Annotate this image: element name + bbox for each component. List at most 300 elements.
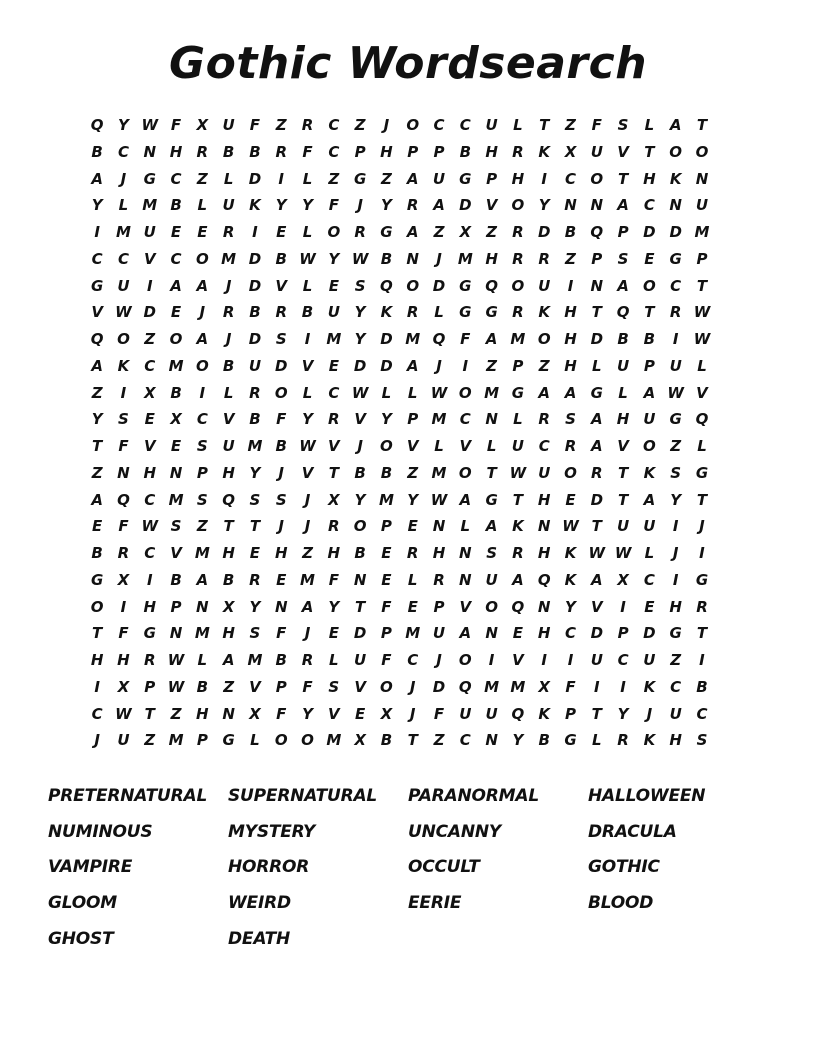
grid-letter[interactable]: H: [327, 544, 341, 562]
grid-letter[interactable]: M: [221, 249, 237, 268]
grid-letter[interactable]: G: [485, 490, 498, 509]
grid-letter[interactable]: D: [537, 223, 551, 241]
grid-letter[interactable]: V: [459, 437, 472, 455]
grid-letter[interactable]: E: [144, 410, 155, 429]
grid-letter[interactable]: C: [617, 651, 629, 669]
grid-letter[interactable]: W: [299, 437, 316, 455]
grid-letter[interactable]: G: [485, 303, 498, 322]
grid-letter[interactable]: B: [196, 677, 209, 696]
grid-letter[interactable]: U: [616, 517, 630, 536]
grid-letter[interactable]: W: [693, 330, 711, 348]
grid-letter[interactable]: H: [616, 410, 630, 429]
grid-letter[interactable]: Z: [565, 249, 576, 268]
grid-letter[interactable]: N: [222, 704, 235, 723]
grid-letter[interactable]: K: [538, 142, 550, 161]
grid-letter[interactable]: T: [644, 142, 655, 161]
grid-letter[interactable]: D: [643, 624, 656, 643]
grid-letter[interactable]: L: [302, 223, 313, 241]
grid-letter[interactable]: A: [617, 276, 629, 295]
grid-letter[interactable]: I: [488, 651, 495, 669]
grid-letter[interactable]: O: [274, 383, 288, 402]
grid-letter[interactable]: O: [301, 731, 314, 750]
grid-letter[interactable]: B: [696, 677, 708, 696]
grid-letter[interactable]: I: [146, 276, 153, 295]
grid-letter[interactable]: U: [538, 463, 551, 482]
grid-letter[interactable]: L: [223, 383, 234, 402]
grid-letter[interactable]: B: [301, 303, 314, 322]
grid-letter[interactable]: E: [328, 624, 339, 643]
grid-letter[interactable]: R: [222, 223, 235, 241]
grid-letter[interactable]: N: [485, 731, 498, 750]
grid-letter[interactable]: C: [196, 410, 208, 429]
grid-letter[interactable]: H: [196, 704, 209, 723]
grid-letter[interactable]: G: [222, 731, 235, 750]
grid-letter[interactable]: U: [590, 651, 603, 669]
grid-letter[interactable]: U: [327, 303, 340, 322]
grid-letter[interactable]: J: [94, 731, 100, 750]
grid-letter[interactable]: A: [459, 490, 472, 509]
grid-letter[interactable]: D: [248, 330, 262, 348]
grid-letter[interactable]: F: [565, 677, 576, 696]
grid-letter[interactable]: I: [462, 356, 469, 375]
grid-letter[interactable]: B: [91, 544, 103, 562]
grid-letter[interactable]: C: [407, 651, 419, 669]
grid-letter[interactable]: R: [512, 142, 524, 161]
grid-letter[interactable]: M: [326, 731, 342, 750]
grid-letter[interactable]: L: [618, 383, 628, 402]
grid-letter[interactable]: J: [436, 651, 442, 669]
grid-letter[interactable]: S: [275, 490, 287, 509]
grid-letter[interactable]: A: [91, 490, 103, 509]
grid-letter[interactable]: W: [562, 517, 579, 536]
grid-letter[interactable]: Q: [511, 704, 525, 723]
grid-letter[interactable]: Z: [565, 116, 576, 134]
grid-letter[interactable]: A: [196, 276, 209, 295]
grid-letter[interactable]: Y: [302, 410, 313, 429]
grid-letter[interactable]: P: [354, 142, 366, 161]
grid-letter[interactable]: Y: [380, 196, 392, 215]
grid-letter[interactable]: X: [564, 142, 577, 161]
grid-letter[interactable]: S: [118, 410, 129, 429]
grid-letter[interactable]: P: [196, 463, 208, 482]
grid-letter[interactable]: C: [670, 677, 682, 696]
grid-letter[interactable]: G: [590, 383, 603, 402]
grid-letter[interactable]: U: [222, 196, 235, 215]
grid-letter[interactable]: A: [433, 196, 445, 215]
grid-letter[interactable]: X: [143, 383, 156, 402]
grid-letter[interactable]: A: [590, 410, 603, 429]
grid-letter[interactable]: B: [564, 223, 577, 241]
grid-letter[interactable]: Z: [223, 677, 235, 696]
grid-letter[interactable]: H: [485, 249, 498, 268]
grid-letter[interactable]: P: [643, 356, 655, 375]
grid-letter[interactable]: I: [620, 597, 626, 616]
grid-letter[interactable]: S: [196, 437, 208, 455]
grid-letter[interactable]: Z: [302, 544, 313, 562]
grid-letter[interactable]: X: [170, 410, 182, 429]
grid-letter[interactable]: C: [328, 142, 340, 161]
grid-letter[interactable]: M: [457, 249, 473, 268]
grid-letter[interactable]: W: [167, 651, 185, 669]
grid-letter[interactable]: M: [510, 330, 526, 348]
grid-letter[interactable]: X: [249, 704, 261, 723]
grid-letter[interactable]: J: [304, 490, 311, 509]
grid-letter[interactable]: U: [485, 570, 498, 589]
grid-letter[interactable]: Y: [380, 410, 392, 429]
grid-letter[interactable]: W: [115, 704, 132, 723]
grid-letter[interactable]: W: [351, 249, 369, 268]
grid-letter[interactable]: Z: [486, 223, 498, 241]
grid-letter[interactable]: C: [144, 356, 156, 375]
grid-letter[interactable]: X: [196, 116, 209, 134]
grid-letter[interactable]: P: [591, 249, 603, 268]
grid-letter[interactable]: K: [380, 303, 393, 322]
grid-letter[interactable]: G: [90, 276, 104, 295]
grid-letter[interactable]: J: [409, 704, 416, 723]
grid-letter[interactable]: O: [380, 437, 393, 455]
grid-letter[interactable]: N: [353, 570, 367, 589]
grid-letter[interactable]: T: [591, 517, 602, 536]
grid-letter[interactable]: C: [91, 704, 103, 723]
grid-letter[interactable]: X: [354, 731, 366, 750]
grid-letter[interactable]: R: [591, 463, 603, 482]
grid-letter[interactable]: H: [643, 169, 656, 188]
grid-letter[interactable]: S: [249, 624, 261, 643]
grid-letter[interactable]: J: [225, 330, 232, 348]
grid-letter[interactable]: A: [196, 570, 209, 589]
grid-letter[interactable]: G: [669, 624, 682, 643]
grid-letter[interactable]: M: [194, 544, 210, 562]
grid-letter[interactable]: L: [434, 303, 444, 322]
grid-letter[interactable]: L: [644, 116, 655, 134]
grid-letter[interactable]: S: [617, 249, 629, 268]
grid-letter[interactable]: C: [144, 544, 156, 562]
grid-letter[interactable]: M: [168, 356, 184, 375]
grid-letter[interactable]: I: [567, 651, 574, 669]
grid-letter[interactable]: V: [328, 704, 340, 723]
grid-letter[interactable]: K: [564, 570, 577, 589]
grid-letter[interactable]: R: [512, 544, 524, 562]
grid-letter[interactable]: O: [380, 677, 393, 696]
grid-letter[interactable]: U: [222, 116, 235, 134]
grid-letter[interactable]: J: [383, 116, 390, 134]
grid-letter[interactable]: B: [380, 731, 393, 750]
grid-letter[interactable]: R: [538, 249, 550, 268]
grid-letter[interactable]: R: [328, 410, 340, 429]
grid-letter[interactable]: D: [432, 276, 446, 295]
grid-letter[interactable]: O: [458, 383, 472, 402]
grid-letter[interactable]: T: [591, 303, 602, 322]
grid-letter[interactable]: M: [115, 223, 131, 241]
grid-letter[interactable]: N: [485, 624, 498, 643]
grid-letter[interactable]: S: [196, 490, 208, 509]
grid-letter[interactable]: P: [380, 517, 392, 536]
grid-letter[interactable]: L: [302, 383, 313, 402]
grid-letter[interactable]: V: [696, 383, 708, 402]
grid-letter[interactable]: J: [225, 276, 232, 295]
grid-letter[interactable]: B: [354, 463, 366, 482]
grid-letter[interactable]: H: [669, 597, 682, 616]
grid-letter[interactable]: O: [406, 276, 420, 295]
grid-letter[interactable]: E: [276, 570, 287, 589]
grid-letter[interactable]: X: [380, 704, 393, 723]
grid-letter[interactable]: O: [511, 196, 525, 215]
grid-letter[interactable]: P: [275, 677, 287, 696]
grid-letter[interactable]: F: [302, 677, 313, 696]
grid-letter[interactable]: I: [620, 677, 626, 696]
grid-letter[interactable]: K: [564, 544, 577, 562]
grid-letter[interactable]: W: [141, 517, 159, 536]
grid-letter[interactable]: F: [170, 116, 182, 134]
grid-letter[interactable]: D: [353, 624, 367, 643]
grid-letter[interactable]: L: [592, 731, 602, 750]
grid-letter[interactable]: S: [249, 490, 261, 509]
grid-letter[interactable]: V: [354, 677, 366, 696]
grid-letter[interactable]: R: [406, 303, 419, 322]
grid-letter[interactable]: X: [222, 597, 235, 616]
grid-letter[interactable]: K: [117, 356, 130, 375]
grid-letter[interactable]: V: [143, 249, 156, 268]
grid-letter[interactable]: G: [511, 383, 525, 402]
grid-letter[interactable]: S: [617, 116, 629, 134]
grid-letter[interactable]: F: [249, 116, 261, 134]
grid-letter[interactable]: O: [643, 276, 656, 295]
grid-letter[interactable]: P: [407, 410, 419, 429]
grid-letter[interactable]: Y: [91, 410, 103, 429]
grid-letter[interactable]: U: [590, 142, 603, 161]
grid-letter[interactable]: L: [302, 276, 313, 295]
grid-letter[interactable]: F: [302, 142, 313, 161]
grid-letter[interactable]: I: [304, 330, 311, 348]
grid-letter[interactable]: Z: [328, 169, 340, 188]
grid-letter[interactable]: O: [169, 330, 183, 348]
grid-letter[interactable]: F: [328, 196, 339, 215]
grid-letter[interactable]: E: [381, 544, 392, 562]
grid-letter[interactable]: T: [512, 490, 524, 509]
grid-letter[interactable]: R: [669, 303, 682, 322]
grid-letter[interactable]: Z: [170, 704, 182, 723]
grid-letter[interactable]: Q: [511, 597, 525, 616]
grid-letter[interactable]: E: [197, 223, 208, 241]
grid-letter[interactable]: N: [485, 410, 498, 429]
grid-letter[interactable]: N: [695, 169, 709, 188]
grid-letter[interactable]: M: [405, 624, 421, 643]
grid-letter[interactable]: S: [170, 517, 182, 536]
grid-letter[interactable]: O: [353, 517, 367, 536]
grid-letter[interactable]: Y: [328, 597, 340, 616]
grid-letter[interactable]: M: [484, 383, 500, 402]
grid-letter[interactable]: P: [196, 731, 208, 750]
grid-letter[interactable]: V: [143, 437, 156, 455]
grid-letter[interactable]: O: [458, 651, 472, 669]
grid-letter[interactable]: C: [328, 116, 340, 134]
grid-letter[interactable]: R: [512, 249, 524, 268]
grid-letter[interactable]: H: [222, 544, 235, 562]
grid-letter[interactable]: Z: [433, 731, 445, 750]
grid-letter[interactable]: R: [512, 223, 524, 241]
grid-letter[interactable]: Y: [617, 704, 629, 723]
grid-letter[interactable]: L: [592, 356, 602, 375]
grid-letter[interactable]: G: [353, 169, 367, 188]
grid-letter[interactable]: C: [117, 249, 129, 268]
grid-letter[interactable]: P: [617, 223, 629, 241]
grid-letter[interactable]: C: [538, 437, 550, 455]
grid-letter[interactable]: O: [195, 249, 209, 268]
grid-letter[interactable]: A: [459, 624, 472, 643]
grid-letter[interactable]: U: [643, 517, 656, 536]
grid-letter[interactable]: O: [511, 276, 525, 295]
grid-letter[interactable]: L: [223, 169, 234, 188]
grid-letter[interactable]: L: [407, 570, 418, 589]
grid-letter[interactable]: O: [458, 463, 472, 482]
grid-letter[interactable]: Y: [302, 704, 313, 723]
grid-letter[interactable]: I: [672, 570, 679, 589]
grid-letter[interactable]: D: [353, 356, 367, 375]
grid-letter[interactable]: F: [460, 330, 471, 348]
grid-letter[interactable]: F: [118, 517, 129, 536]
grid-letter[interactable]: E: [328, 276, 339, 295]
grid-letter[interactable]: N: [590, 276, 604, 295]
grid-letter[interactable]: T: [539, 116, 550, 134]
grid-letter[interactable]: C: [696, 704, 708, 723]
grid-letter[interactable]: I: [672, 517, 679, 536]
grid-letter[interactable]: F: [276, 410, 287, 429]
grid-letter[interactable]: M: [168, 731, 184, 750]
grid-letter[interactable]: T: [407, 731, 418, 750]
grid-letter[interactable]: O: [643, 437, 656, 455]
grid-letter[interactable]: W: [614, 544, 632, 562]
grid-letter[interactable]: R: [406, 544, 419, 562]
grid-letter[interactable]: B: [222, 356, 235, 375]
grid-letter[interactable]: T: [328, 463, 339, 482]
grid-letter[interactable]: O: [406, 116, 420, 134]
grid-letter[interactable]: W: [115, 303, 132, 322]
grid-letter[interactable]: I: [541, 651, 547, 669]
grid-letter[interactable]: T: [144, 704, 155, 723]
grid-letter[interactable]: I: [672, 330, 679, 348]
grid-letter[interactable]: E: [644, 597, 655, 616]
grid-letter[interactable]: L: [197, 196, 208, 215]
grid-letter[interactable]: Z: [144, 330, 156, 348]
grid-letter[interactable]: P: [170, 597, 182, 616]
grid-letter[interactable]: W: [299, 249, 316, 268]
grid-letter[interactable]: G: [90, 570, 104, 589]
grid-letter[interactable]: J: [278, 517, 285, 536]
grid-letter[interactable]: Z: [275, 116, 287, 134]
grid-letter[interactable]: U: [485, 116, 498, 134]
grid-letter[interactable]: O: [669, 142, 683, 161]
grid-letter[interactable]: B: [249, 410, 261, 429]
grid-letter[interactable]: F: [328, 570, 339, 589]
grid-letter[interactable]: B: [91, 142, 103, 161]
grid-letter[interactable]: L: [460, 517, 471, 536]
grid-letter[interactable]: I: [541, 169, 547, 188]
grid-letter[interactable]: Y: [118, 116, 129, 134]
grid-letter[interactable]: T: [617, 490, 629, 509]
grid-letter[interactable]: X: [328, 490, 340, 509]
grid-letter[interactable]: R: [564, 437, 577, 455]
grid-letter[interactable]: N: [564, 196, 577, 215]
grid-letter[interactable]: A: [170, 276, 182, 295]
grid-letter[interactable]: M: [694, 223, 710, 241]
grid-letter[interactable]: U: [354, 651, 367, 669]
grid-letter[interactable]: I: [120, 383, 127, 402]
grid-letter[interactable]: P: [617, 624, 629, 643]
grid-letter[interactable]: P: [512, 356, 524, 375]
grid-letter[interactable]: I: [699, 544, 705, 562]
grid-letter[interactable]: R: [512, 303, 524, 322]
grid-letter[interactable]: L: [644, 544, 655, 562]
grid-letter[interactable]: D: [459, 196, 472, 215]
grid-letter[interactable]: N: [432, 517, 446, 536]
grid-letter[interactable]: G: [669, 410, 682, 429]
grid-letter[interactable]: T: [355, 597, 366, 616]
grid-letter[interactable]: U: [248, 356, 262, 375]
grid-letter[interactable]: F: [591, 116, 602, 134]
grid-letter[interactable]: I: [120, 597, 127, 616]
grid-letter[interactable]: J: [120, 169, 127, 188]
grid-letter[interactable]: E: [170, 223, 182, 241]
grid-letter[interactable]: W: [351, 383, 369, 402]
grid-letter[interactable]: L: [329, 651, 339, 669]
grid-letter[interactable]: W: [588, 544, 606, 562]
grid-letter[interactable]: Q: [222, 490, 236, 509]
grid-letter[interactable]: B: [249, 142, 261, 161]
grid-letter[interactable]: R: [696, 597, 708, 616]
grid-letter[interactable]: C: [643, 570, 655, 589]
grid-letter[interactable]: B: [275, 249, 287, 268]
grid-letter[interactable]: Z: [670, 437, 682, 455]
grid-letter[interactable]: A: [643, 383, 656, 402]
grid-letter[interactable]: U: [432, 169, 446, 188]
grid-letter[interactable]: B: [380, 249, 393, 268]
grid-letter[interactable]: X: [617, 570, 629, 589]
grid-letter[interactable]: Y: [538, 196, 550, 215]
grid-letter[interactable]: N: [590, 196, 604, 215]
grid-letter[interactable]: T: [591, 704, 602, 723]
grid-letter[interactable]: H: [222, 463, 235, 482]
grid-letter[interactable]: E: [407, 517, 418, 536]
grid-letter[interactable]: Q: [90, 330, 104, 348]
grid-letter[interactable]: S: [275, 330, 287, 348]
grid-letter[interactable]: S: [696, 731, 708, 750]
grid-letter[interactable]: G: [695, 570, 709, 589]
grid-letter[interactable]: Q: [616, 303, 630, 322]
grid-letter[interactable]: T: [92, 624, 103, 643]
grid-letter[interactable]: A: [590, 437, 603, 455]
grid-letter[interactable]: H: [143, 463, 157, 482]
grid-letter[interactable]: D: [590, 490, 604, 509]
grid-letter[interactable]: W: [509, 463, 527, 482]
grid-letter[interactable]: R: [249, 570, 261, 589]
grid-letter[interactable]: A: [196, 330, 209, 348]
grid-letter[interactable]: T: [617, 169, 629, 188]
grid-letter[interactable]: B: [170, 570, 182, 589]
grid-letter[interactable]: C: [433, 116, 445, 134]
grid-letter[interactable]: D: [590, 624, 604, 643]
grid-letter[interactable]: A: [485, 517, 498, 536]
grid-letter[interactable]: U: [432, 624, 446, 643]
grid-letter[interactable]: Q: [380, 276, 393, 295]
grid-letter[interactable]: U: [643, 410, 656, 429]
grid-letter[interactable]: A: [222, 651, 235, 669]
grid-letter[interactable]: T: [696, 116, 708, 134]
grid-letter[interactable]: R: [617, 731, 629, 750]
grid-letter[interactable]: P: [564, 704, 576, 723]
grid-letter[interactable]: X: [459, 223, 472, 241]
grid-letter[interactable]: B: [617, 330, 629, 348]
grid-letter[interactable]: H: [117, 651, 130, 669]
